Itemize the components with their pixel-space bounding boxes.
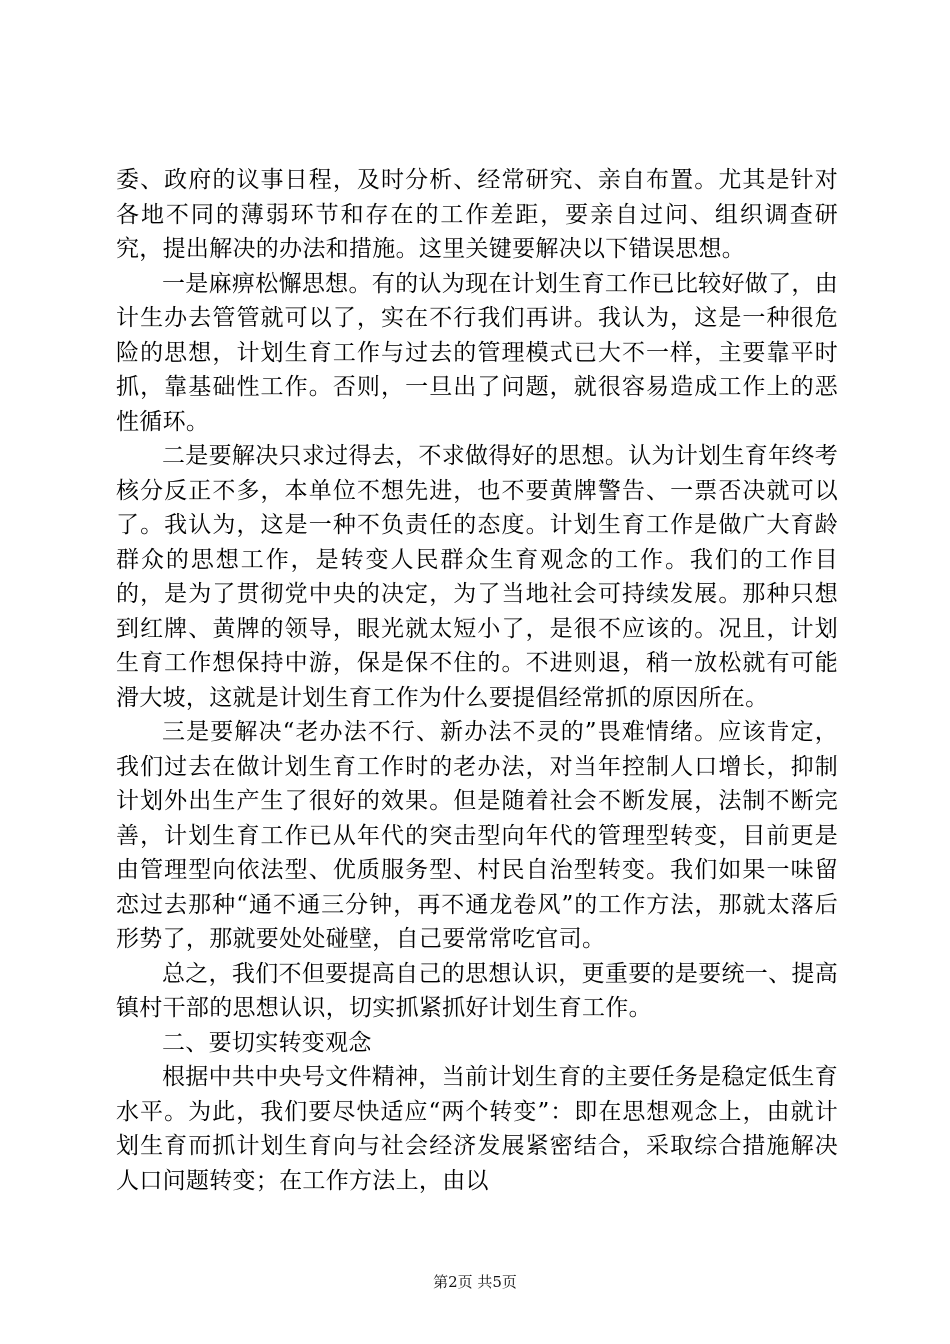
paragraph-4: 三是要解决“老办法不行、新办法不灵的”畏难情绪。应该肯定，我们过去在做计划生育工作时的老办法，对当年控制人口增长，抑制计划外出生产生了很好的效果。但是随着社会不断发展，法制不断完善，计划生育工作已从年代的突击型向年代的管理型转变，目前更是由管理型向依法型、优质服务型、村民自治型转变。我们如果一味留恋过去那种“通不通三分钟，再不通龙卷风”的工作方法，那就太落后形势了，那就要处处碰壁，自己要常常吃官司。 — [116, 719, 838, 952]
paragraph-2: 一是麻痹松懈思想。有的认为现在计划生育工作已比较好做了，由计生办去管管就可以了，实在不行我们再讲。我认为，这是一种很危险的思想，计划生育工作与过去的管理模式已大不一样，主要靠平时抓，靠基础性工作。否则，一旦出了问题，就很容易造成工作上的恶性循环。 — [116, 270, 838, 435]
section-heading: 二、要切实转变观念 — [162, 1029, 372, 1056]
document-body — [116, 163, 838, 1198]
paragraph-7: 根据中共中央号文件精神，当前计划生育的主要任务是稳定低生育水平。为此，我们要尽快适应“两个转变”：即在思想观念上，由就计划生育而抓计划生育向与社会经济发展紧密结合，采取综合措施解决人口问题转变；在工作方法上，由以 — [116, 1064, 838, 1194]
paragraph-1: 委、政府的议事日程，及时分析、经常研究、亲自布置。尤其是针对各地不同的薄弱环节和存在的工作差距，要亲自过问、组织调查研究，提出解决的办法和措施。这里关键要解决以下错误思想。 — [116, 167, 838, 262]
paragraph-3: 二是要解决只求过得去，不求做得好的思想。认为计划生育年终考核分反正不多，本单位不想先进，也不要黄牌警告、一票否决就可以了。我认为，这是一种不负责任的态度。计划生育工作是做广大育龄群众的思想工作，是转变人民群众生育观念的工作。我们的工作目的，是为了贯彻党中央的决定，为了当地社会可持续发展。那种只想到红牌、黄牌的领导，眼光就太短小了，是很不应该的。况且，计划生育工作想保持中游，保是保不住的。不进则退，稍一放松就有可能滑大坡，这就是计划生育工作为什么要提倡经常抓的原因所在。 — [116, 443, 838, 711]
paragraph-5: 总之，我们不但要提高自己的思想认识，更重要的是要统一、提高镇村干部的思想认识，切实抓紧抓好计划生育工作。 — [116, 960, 838, 1021]
page-footer: 第2页 共5页 — [433, 1273, 517, 1291]
